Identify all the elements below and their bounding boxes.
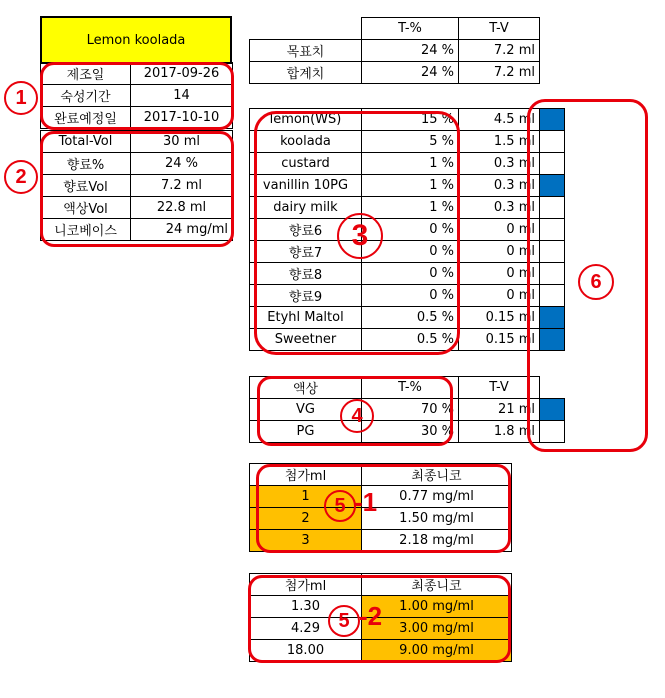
annotation-number-3: 3 (337, 213, 383, 259)
flavor-name[interactable]: custard (250, 153, 362, 175)
flavor-vol: 0.3 ml (459, 197, 540, 219)
flavor-name[interactable]: 향료7 (250, 241, 362, 263)
summary-col-pct: T-% (362, 18, 459, 40)
flavor-name[interactable]: 향료6 (250, 219, 362, 241)
summary-row (250, 62, 540, 84)
summary-pct: 24 % (362, 62, 459, 84)
annotation-number-2: 2 (4, 160, 38, 194)
annotation-number-4: 4 (340, 399, 374, 433)
liquid-col-label: 액상 (250, 377, 362, 399)
nic2-final[interactable]: 3.00 mg/ml (362, 618, 512, 640)
summary-vol: 7.2 ml (459, 62, 540, 84)
flavor-vol: 0.15 ml (459, 307, 540, 329)
nic1-add[interactable]: 2 (250, 508, 362, 530)
stat-label: 액상Vol (41, 197, 131, 219)
flavor-name[interactable]: vanillin 10PG (250, 175, 362, 197)
liquid-col-pct: T-% (362, 377, 459, 399)
flavor-vol: 0 ml (459, 241, 540, 263)
flavor-pct[interactable]: 1 % (362, 153, 459, 175)
flavor-vol: 0 ml (459, 285, 540, 307)
annotation-box-2 (40, 131, 234, 247)
nic2-add: 4.29 (250, 618, 362, 640)
flavor-pct[interactable]: 0.5 % (362, 307, 459, 329)
nic1-col-add: 첨가ml (250, 464, 362, 486)
info-value[interactable]: 2017-10-10 (131, 107, 233, 129)
recipe-title-box (40, 16, 232, 64)
flavor-pct[interactable]: 0 % (362, 263, 459, 285)
stat-value[interactable]: 24 % (131, 153, 233, 175)
flavor-pct[interactable]: 15 % (362, 109, 459, 131)
summary-corner (250, 18, 362, 40)
recipe-title: Lemon koolada (86, 32, 186, 48)
flavor-pct[interactable]: 0 % (362, 285, 459, 307)
flavor-vol: 1.5 ml (459, 131, 540, 153)
nic1-add[interactable]: 3 (250, 530, 362, 552)
nic2-add: 1.30 (250, 596, 362, 618)
flavor-name[interactable]: Etyhl Maltol (250, 307, 362, 329)
flavor-name[interactable]: lemon(WS) (250, 109, 362, 131)
liquid-pct[interactable]: 70 % (362, 399, 459, 421)
flavor-vol: 0 ml (459, 263, 540, 285)
nic1-final: 0.77 mg/ml (362, 486, 512, 508)
summary-label: 합계치 (250, 62, 362, 84)
nic2-col-add: 첨가ml (250, 574, 362, 596)
summary-row (250, 40, 540, 62)
summary-header (250, 18, 540, 40)
flavor-vol: 0.3 ml (459, 175, 540, 197)
flavor-vol: 0.3 ml (459, 153, 540, 175)
info-label: 완료예정일 (41, 107, 131, 129)
flavor-name[interactable]: koolada (250, 131, 362, 153)
stat-label: 니코베이스 (41, 219, 131, 241)
info-value[interactable]: 2017-09-26 (131, 63, 233, 85)
annotation-number-6: 6 (578, 264, 614, 300)
flavor-name[interactable]: 향료9 (250, 285, 362, 307)
liquid-label: PG (250, 421, 362, 443)
info-value[interactable]: 14 (131, 85, 233, 107)
nic1-final: 2.18 mg/ml (362, 530, 512, 552)
summary-table (249, 17, 540, 84)
flavor-pct[interactable]: 0.5 % (362, 329, 459, 351)
liquid-pct[interactable]: 30 % (362, 421, 459, 443)
stat-value[interactable]: 24 mg/ml (131, 219, 233, 241)
stat-value[interactable]: 7.2 ml (131, 175, 233, 197)
flavor-name[interactable]: 향료8 (250, 263, 362, 285)
flavor-pct[interactable]: 1 % (362, 175, 459, 197)
flavor-vol: 4.5 ml (459, 109, 540, 131)
nic1-add[interactable]: 1 (250, 486, 362, 508)
flavor-pct[interactable]: 1 % (362, 197, 459, 219)
annotation-number-5-1: 5 (324, 490, 356, 522)
annotation-box-1 (40, 62, 234, 130)
flavor-name[interactable]: Sweetner (250, 329, 362, 351)
liquid-vol: 21 ml (459, 399, 540, 421)
annotation-suffix-5-1: -1 (354, 487, 378, 517)
nic1-final: 1.50 mg/ml (362, 508, 512, 530)
summary-label: 목표치 (250, 40, 362, 62)
summary-vol: 7.2 ml (459, 40, 540, 62)
stat-value[interactable]: 22.8 ml (131, 197, 233, 219)
flavor-vol: 0.15 ml (459, 329, 540, 351)
liquid-col-vol: T-V (459, 377, 540, 399)
annotation-box-5-1 (256, 464, 511, 553)
flavor-pct[interactable]: 5 % (362, 131, 459, 153)
liquid-label: VG (250, 399, 362, 421)
nic2-col-final: 최종니코 (362, 574, 512, 596)
summary-col-vol: T-V (459, 18, 540, 40)
annotation-number-1: 1 (4, 81, 38, 115)
flavor-vol: 0 ml (459, 219, 540, 241)
stat-value[interactable]: 30 ml (131, 131, 233, 153)
stat-label: 향료% (41, 153, 131, 175)
nic2-add: 18.00 (250, 640, 362, 662)
flavor-pct[interactable]: 0 % (362, 219, 459, 241)
nic2-final[interactable]: 1.00 mg/ml (362, 596, 512, 618)
nic2-final[interactable]: 9.00 mg/ml (362, 640, 512, 662)
annotation-suffix-5-2: -2 (359, 601, 383, 631)
annotation-number-5-2: 5 (328, 605, 360, 637)
liquid-vol: 1.8 ml (459, 421, 540, 443)
info-label: 숙성기간 (41, 85, 131, 107)
nic1-col-final: 최종니코 (362, 464, 512, 486)
summary-pct[interactable]: 24 % (362, 40, 459, 62)
flavor-name[interactable]: dairy milk (250, 197, 362, 219)
stat-label: 향료Vol (41, 175, 131, 197)
info-label: 제조일 (41, 63, 131, 85)
flavor-pct[interactable]: 0 % (362, 241, 459, 263)
stat-label: Total-Vol (41, 131, 131, 153)
